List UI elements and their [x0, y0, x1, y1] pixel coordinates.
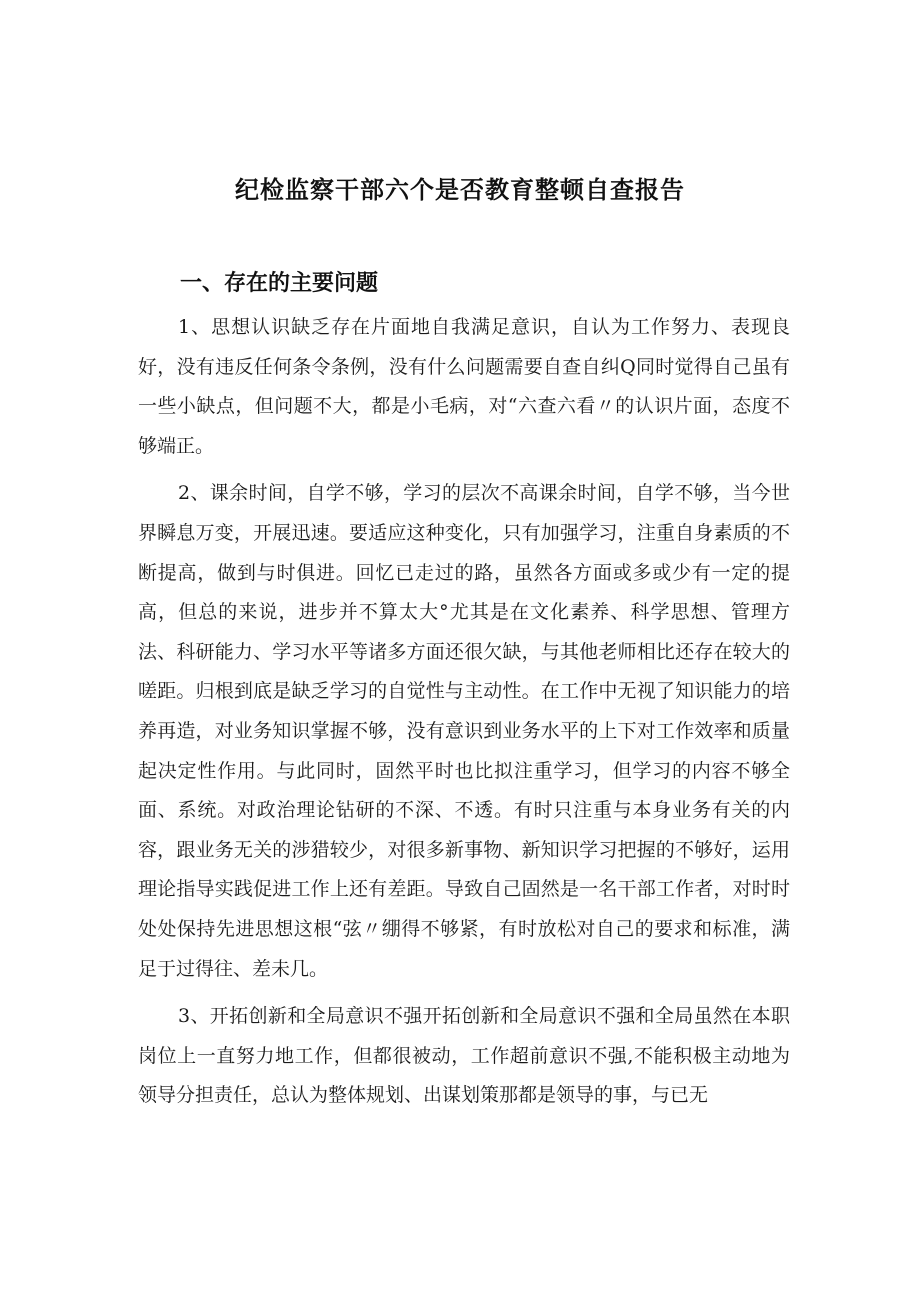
paragraph-3: 3、开拓创新和全局意识不强开拓创新和全局意识不强和全局虽然在本职岗位上一直努力地工作，但都很被动，工作超前意识不强,不能积极主动地为领导分担责任，总认为整体规划、出谋划策那都是领导的事，与已无	[138, 1005, 790, 1107]
paragraph-1: 1、思想认识缺乏存在片面地自我满足意识，自认为工作努力、表现良好，没有违反任何条令条例，没有什么问题需要自查自纠Q同时觉得自己虽有一些小缺点，但问题不大，都是小毛病，对“六查六看〃的认识片面，态度不够端正。	[138, 316, 790, 457]
document-title: 纪检监察干部六个是否教育整顿自查报告	[235, 176, 685, 204]
document-body	[138, 308, 790, 1124]
section-heading: 一、存在的主要问题	[180, 271, 379, 296]
paragraph-2: 2、课余时间，自学不够，学习的层次不高课余时间，自学不够，当今世界瞬息万变，开展迅速。要适应这种变化，只有加强学习，注重自身素质的不断提高，做到与时俱进。回忆已走过的路，虽然各方面或多或少有一定的提高，但总的来说，进步并不算太大°尤其是在文化素养、科学思想、管理方法、科研能力、学习水平等诸多方面还很欠缺，与其他老师相比还存在较大的嗟距。归根到底是缺乏学习的自觉性与主动性。在工作中无视了知识能力的培养再造，对业务知识掌握不够，没有意识到业务水平的上下对工作效率和质量起决定性作用。与此同时，固然平时也比拟注重学习，但学习的内容不够全面、系统。对政治理论钻研的不深、不透。有时只注重与本身业务有关的内容，跟业务无关的涉猎较少，对很多新事物、新知识学习把握的不够好，运用理论指导实践促进工作上还有差距。导致自己固然是一名干部工作者，对时时处处保持先进思想这根“弦〃绷得不够紧，有时放松对自己的要求和标准，满足于过得往、差未几。	[138, 482, 790, 980]
